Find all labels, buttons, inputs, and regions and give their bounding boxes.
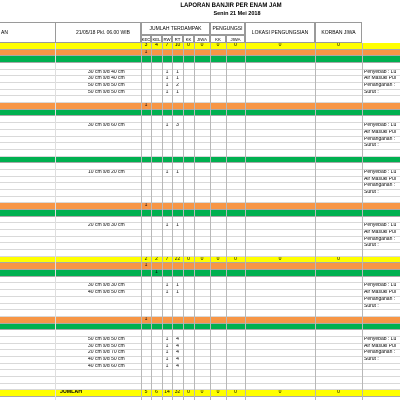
cell-rt[interactable]: 1	[176, 89, 179, 95]
cell-rt[interactable]: 10	[174, 43, 181, 48]
cell-pengungsi-kk[interactable]: 0	[216, 256, 220, 262]
table-row[interactable]	[0, 90, 400, 97]
table-row[interactable]	[0, 110, 400, 117]
ketinggian-cell[interactable]: 20 cm s/d 70 cm	[88, 350, 125, 356]
ketinggian-cell[interactable]: 30 cm s/d 40 cm	[88, 76, 125, 82]
cell-rw[interactable]: 7	[165, 43, 169, 48]
table-row[interactable]	[0, 143, 400, 150]
keterangan-cell[interactable]: Penyebab : Lu	[364, 123, 397, 129]
table-row[interactable]	[0, 390, 400, 397]
cell-rw[interactable]: 1	[165, 356, 169, 362]
cell-kec[interactable]: 3	[144, 43, 148, 48]
grid-line	[194, 43, 195, 400]
table-row[interactable]	[0, 96, 400, 103]
table-row[interactable]	[0, 190, 400, 197]
cell-kec[interactable]: 1	[144, 103, 148, 109]
table-row[interactable]	[0, 250, 400, 257]
ketinggian-cell[interactable]: 50 cm s/d 50 cm	[88, 89, 125, 95]
header-pengungsi-kk[interactable]: KK	[210, 35, 226, 43]
cell-rt[interactable]: 32	[174, 390, 181, 396]
cell-rw[interactable]: 1	[165, 76, 169, 82]
header-rt[interactable]: RT	[172, 35, 183, 43]
table-row[interactable]	[0, 103, 400, 110]
keterangan-cell[interactable]: Penanganan :	[364, 236, 396, 242]
grid-line	[55, 43, 56, 400]
keterangan-cell[interactable]: Penyebab : Lu	[364, 283, 397, 289]
grid-line	[151, 43, 152, 400]
table-row[interactable]	[0, 304, 400, 311]
cell-kk[interactable]: 0	[187, 256, 190, 262]
cell-kec[interactable]: 1	[144, 203, 148, 209]
ketinggian-cell[interactable]: 50 cm s/d 50 cm	[88, 336, 125, 342]
cell-lokasi-pengungsian[interactable]: 0	[278, 43, 282, 48]
header-kec[interactable]: KEC	[141, 36, 151, 42]
cell-kel[interactable]: 4	[155, 43, 158, 48]
report-date: Senin 21 Mei 2018	[213, 11, 261, 17]
report-title: LAPORAN BANJIR PER ENAM JAM	[180, 3, 282, 9]
table-row[interactable]	[0, 183, 400, 190]
grid-line	[245, 43, 246, 400]
table-row[interactable]	[0, 223, 400, 230]
keterangan-cell[interactable]: Surut :	[364, 243, 379, 249]
cell-pengungsi-jiwa[interactable]: 0	[234, 43, 237, 48]
cell-kk[interactable]: 0	[187, 390, 190, 396]
keterangan-cell[interactable]: Penyebab : Lu	[364, 223, 397, 229]
keterangan-cell[interactable]: Penanganan :	[364, 350, 396, 356]
cell-rw[interactable]: 1	[165, 223, 169, 229]
table-row[interactable]	[0, 76, 400, 83]
table-row[interactable]	[0, 177, 400, 184]
header-pengungsi-jiwa[interactable]: JIWA	[226, 35, 245, 43]
table-row[interactable]	[0, 337, 400, 344]
table-row[interactable]	[0, 130, 400, 137]
cell-rw[interactable]: 1	[165, 169, 169, 175]
keterangan-cell[interactable]: Penyebab : Lu	[364, 69, 397, 75]
header-jumlah-terdampak[interactable]: JUMLAH TERDAMPAK	[141, 22, 210, 35]
cell-pengungsi-kk[interactable]: 0	[216, 390, 220, 396]
header-korban-jiwa[interactable]: KORBAN JIWA	[315, 22, 362, 43]
keterangan-cell[interactable]: Air Masuki Pul	[364, 129, 396, 135]
cell-kel[interactable]: 2	[155, 256, 158, 262]
cell-rw[interactable]: 1	[165, 350, 169, 356]
table-row[interactable]	[0, 297, 400, 304]
cell-rw[interactable]: 1	[165, 283, 169, 289]
table-row[interactable]	[0, 170, 400, 177]
cell-rt[interactable]: 22	[174, 256, 181, 262]
table-row[interactable]	[0, 270, 400, 277]
grid-line	[172, 43, 173, 400]
grid-line	[183, 43, 184, 400]
header-wilayah[interactable]: AN	[0, 22, 56, 43]
cell-korban-jiwa[interactable]: 0	[337, 390, 340, 396]
cell-korban-jiwa[interactable]: 0	[337, 256, 340, 262]
keterangan-cell[interactable]: Surut :	[364, 143, 379, 149]
cell-jiwa[interactable]: 0	[200, 390, 204, 396]
cell-kec[interactable]: 1	[144, 316, 148, 322]
keterangan-cell[interactable]: Penanganan :	[364, 296, 396, 302]
table-row[interactable]	[0, 70, 400, 77]
cell-kec[interactable]: 2	[144, 256, 148, 262]
table-row[interactable]	[0, 50, 400, 57]
table-row[interactable]	[0, 277, 400, 284]
cell-rt[interactable]: 1	[176, 76, 179, 82]
cell-rw[interactable]: 1	[165, 123, 169, 129]
ketinggian-cell[interactable]: 30 cm s/d 30 cm	[88, 283, 125, 289]
table-row[interactable]	[0, 137, 400, 144]
grid-line	[141, 43, 142, 400]
cell-lokasi-pengungsian[interactable]: 0	[278, 256, 282, 262]
table-row[interactable]	[0, 384, 400, 391]
table-row[interactable]	[0, 210, 400, 217]
keterangan-cell[interactable]: Surut :	[364, 89, 379, 95]
keterangan-cell[interactable]: Penyebab : Lu	[364, 336, 397, 342]
keterangan-cell[interactable]: Penanganan :	[364, 136, 396, 142]
header-datetime[interactable]: 21/05/18 Pkl. 06.00 WIB	[55, 22, 141, 43]
cell-jiwa[interactable]: 0	[200, 256, 204, 262]
cell-kec[interactable]: 5	[144, 390, 148, 396]
table-row[interactable]	[0, 324, 400, 331]
cell-rw[interactable]: 1	[165, 343, 169, 349]
grid-line	[315, 43, 316, 400]
table-row[interactable]	[0, 290, 400, 297]
ketinggian-cell[interactable]: 50 cm s/d 50 cm	[88, 83, 125, 89]
cell-rt[interactable]: 1	[176, 169, 179, 175]
table-row[interactable]	[0, 157, 400, 164]
cell-rt[interactable]: 1	[176, 69, 179, 75]
cell-rt[interactable]: 4	[176, 350, 179, 356]
header-rw[interactable]: RW	[163, 36, 171, 42]
cell-rt[interactable]: 4	[176, 343, 179, 349]
header-lokasi-pengungsian[interactable]: LOKASI PENGUNGSIAN	[245, 22, 315, 43]
cell-pengungsi-kk[interactable]: 0	[216, 43, 220, 48]
header-jiwa[interactable]: JIWA	[194, 35, 210, 43]
keterangan-cell[interactable]: Air Masuki Pul	[364, 290, 396, 296]
keterangan-cell[interactable]: Penyebab : Lu	[364, 169, 397, 175]
table-row[interactable]	[0, 203, 400, 210]
cell-rt[interactable]: 4	[176, 363, 179, 369]
keterangan-cell[interactable]: Penanganan :	[364, 183, 396, 189]
cell-kk[interactable]: 0	[187, 43, 190, 48]
keterangan-cell[interactable]: Penanganan :	[364, 83, 396, 89]
header-pengungsi[interactable]: PENGUNGSI	[210, 22, 245, 35]
cell-rw[interactable]: 1	[165, 363, 169, 369]
table-row[interactable]	[0, 310, 400, 317]
cell-rt[interactable]: 1	[176, 283, 179, 289]
keterangan-cell[interactable]: Surut :	[364, 303, 379, 309]
table-row[interactable]	[0, 377, 400, 384]
table-row[interactable]	[0, 330, 400, 337]
ketinggian-cell[interactable]: 30 cm s/d 40 cm	[88, 69, 125, 75]
table-row[interactable]	[0, 357, 400, 364]
cell-rw[interactable]: 1	[165, 69, 169, 75]
table-row[interactable]	[0, 230, 400, 237]
table-row[interactable]	[0, 344, 400, 351]
keterangan-cell[interactable]: Air Masuki Pul	[364, 343, 396, 349]
table-row[interactable]	[0, 237, 400, 244]
grid-line	[210, 43, 211, 400]
ketinggian-cell[interactable]: 40 cm s/d 60 cm	[88, 363, 125, 369]
table-row[interactable]	[0, 364, 400, 371]
cell-kec[interactable]: 1	[144, 263, 148, 269]
keterangan-cell[interactable]: Surut :	[364, 356, 379, 362]
table-row[interactable]	[0, 43, 400, 50]
cell-kel[interactable]: 1	[155, 270, 158, 276]
table-row[interactable]	[0, 317, 400, 324]
cell-kec[interactable]: 1	[144, 49, 148, 55]
header-kel[interactable]: KEL	[152, 36, 161, 42]
table-row[interactable]	[0, 243, 400, 250]
table-row[interactable]	[0, 83, 400, 90]
cell-jiwa[interactable]: 0	[200, 43, 204, 48]
table-row[interactable]	[0, 116, 400, 123]
ketinggian-cell[interactable]: 30 cm s/d 60 cm	[88, 123, 125, 129]
keterangan-cell[interactable]: Air Masuki Pul	[364, 230, 396, 236]
cell-rw[interactable]: 1	[165, 290, 169, 296]
cell-rw[interactable]: 1	[165, 83, 169, 89]
table-row[interactable]	[0, 283, 400, 290]
cell-rw[interactable]: 7	[165, 256, 169, 262]
table-row[interactable]	[0, 370, 400, 377]
table-row[interactable]	[0, 163, 400, 170]
cell-rt[interactable]: 2	[176, 83, 179, 89]
cell-rt[interactable]: 4	[176, 336, 179, 342]
cell-kel[interactable]: 6	[155, 390, 158, 396]
ketinggian-cell[interactable]: 20 cm s/d 30 cm	[88, 223, 125, 229]
cell-rw[interactable]: 1	[165, 336, 169, 342]
cell-pengungsi-jiwa[interactable]: 0	[234, 390, 237, 396]
cell-rt[interactable]: 4	[176, 356, 179, 362]
jumlah-label[interactable]: JUMLAH	[60, 390, 83, 396]
cell-lokasi-pengungsian[interactable]: 0	[278, 390, 282, 396]
ketinggian-cell[interactable]: 40 cm s/d 50 cm	[88, 356, 125, 362]
table-row[interactable]	[0, 263, 400, 270]
cell-pengungsi-jiwa[interactable]: 0	[234, 256, 237, 262]
table-row[interactable]	[0, 150, 400, 157]
keterangan-cell[interactable]: Surut :	[364, 189, 379, 195]
ketinggian-cell[interactable]: 40 cm s/d 50 cm	[88, 290, 125, 296]
grid-line	[362, 43, 363, 400]
cell-rw[interactable]: 1	[165, 89, 169, 95]
table-row[interactable]	[0, 350, 400, 357]
table-row[interactable]	[0, 56, 400, 63]
grid-line	[162, 43, 163, 400]
cell-rt[interactable]: 1	[176, 290, 179, 296]
cell-rt[interactable]: 3	[176, 123, 179, 129]
keterangan-cell[interactable]: Air Masuki Pul	[364, 176, 396, 182]
cell-korban-jiwa[interactable]: 0	[337, 43, 340, 48]
cell-rw[interactable]: 14	[164, 390, 170, 396]
table-row[interactable]	[0, 257, 400, 264]
ketinggian-cell[interactable]: 10 cm s/d 20 cm	[88, 169, 125, 175]
table-row[interactable]	[0, 197, 400, 204]
ketinggian-cell[interactable]: 30 cm s/d 50 cm	[88, 343, 125, 349]
table-row[interactable]	[0, 63, 400, 70]
keterangan-cell[interactable]: Air Masuki Pul	[364, 76, 396, 82]
table-row[interactable]	[0, 123, 400, 130]
grid-line	[226, 43, 227, 400]
header-kk[interactable]: KK	[183, 35, 194, 43]
table-row[interactable]	[0, 217, 400, 224]
cell-rt[interactable]: 1	[176, 223, 179, 229]
